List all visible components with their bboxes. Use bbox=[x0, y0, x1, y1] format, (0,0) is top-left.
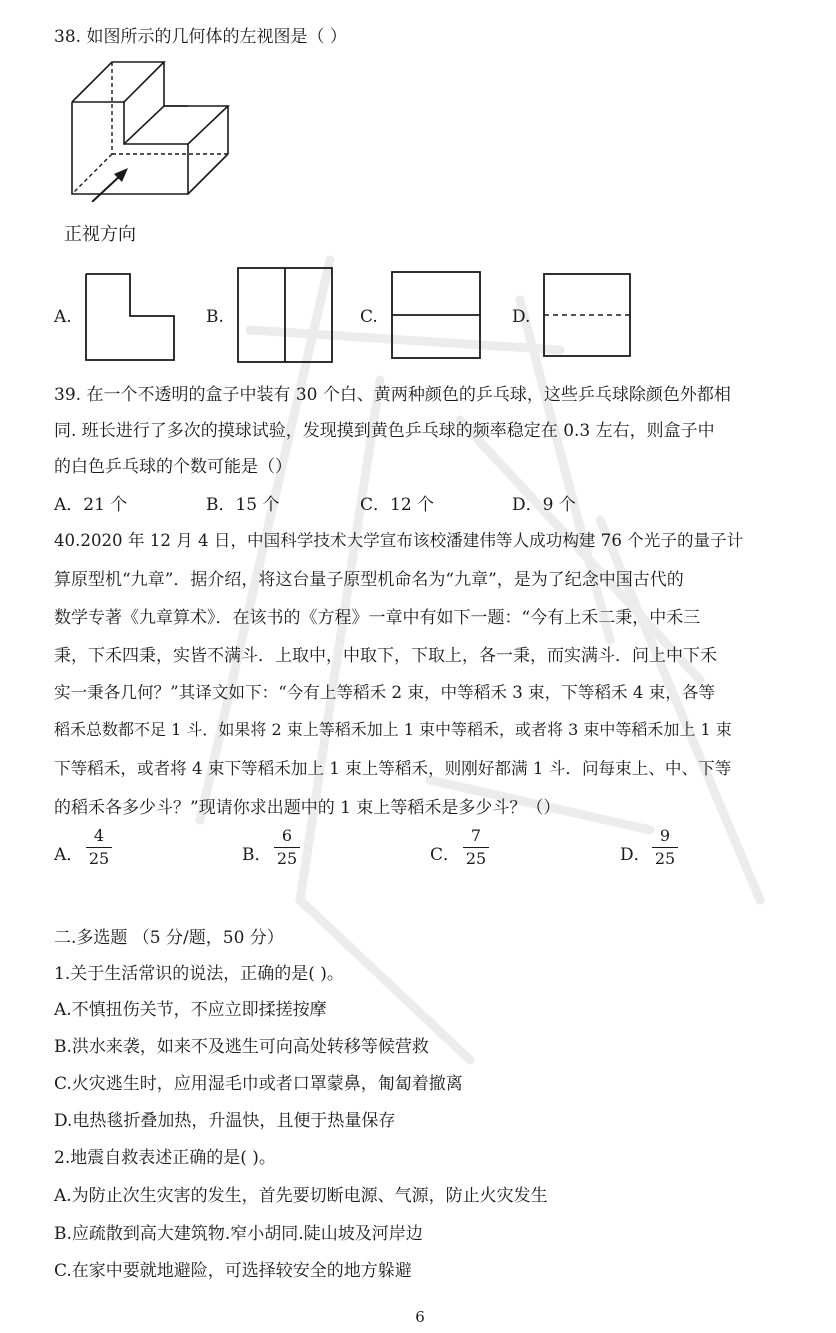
page-number: 6 bbox=[415, 1308, 425, 1326]
q38-option-c-figure[interactable] bbox=[390, 270, 482, 360]
numerator: 6 bbox=[281, 826, 293, 845]
q39-line-2: 同. 班长进行了多次的摸球试验，发现摸到黄色乒乓球的频率稳定在 0.3 左右，则盒子中 bbox=[54, 421, 715, 441]
q38-option-b-figure[interactable] bbox=[236, 266, 334, 364]
numerator: 7 bbox=[470, 826, 482, 845]
q38-option-b-label: B. bbox=[206, 307, 224, 327]
numerator: 9 bbox=[659, 826, 671, 845]
q40-option-d-label[interactable]: D． bbox=[620, 845, 651, 865]
q38-option-a-figure[interactable] bbox=[84, 272, 176, 362]
numerator: 4 bbox=[93, 826, 105, 845]
fraction-bar bbox=[463, 847, 489, 848]
q40-line-2: 算原型机“九章”．据介绍，将这台量子原型机命名为“九章”，是为了纪念中国古代的 bbox=[54, 570, 684, 590]
geometry-solid-figure bbox=[64, 52, 244, 202]
q38-option-d-figure[interactable] bbox=[542, 272, 632, 358]
fraction-bar bbox=[86, 847, 112, 848]
direction-label: 正视方向 bbox=[64, 224, 136, 245]
q40-option-c-label[interactable]: C． bbox=[430, 845, 461, 865]
q40-line-3: 数学专著《九章算术》．在该书的《方程》一章中有如下一题：“今有上禾二秉，中禾三 bbox=[54, 608, 701, 628]
q40-line-1: 40.2020 年 12 月 4 日，中国科学技术大学宣布该校潘建伟等人成功构建 76 个光子的量子计 bbox=[54, 531, 744, 550]
fraction-bar bbox=[274, 847, 300, 848]
q38-option-d-label: D. bbox=[512, 307, 531, 327]
q40-option-c-fraction[interactable] bbox=[461, 826, 491, 869]
q40-option-d-fraction[interactable] bbox=[650, 826, 680, 869]
denominator: 25 bbox=[88, 849, 110, 868]
denominator: 25 bbox=[465, 849, 487, 868]
q40-option-a-fraction[interactable] bbox=[84, 826, 114, 869]
mc-q1-option-c[interactable]: C.火灾逃生时，应用湿毛巾或者口罩蒙鼻，匍匐着撤离 bbox=[54, 1074, 463, 1094]
q38-option-a-label: A. bbox=[54, 307, 72, 327]
mc-q2-option-c[interactable]: C.在家中要就地避险，可选择较安全的地方躲避 bbox=[54, 1261, 412, 1281]
mc-q1-option-b[interactable]: B.洪水来袭，如来不及逃生可向高处转移等候营救 bbox=[54, 1037, 429, 1057]
q39-option-c[interactable]: C．12 个 bbox=[360, 495, 435, 515]
q40-option-b-fraction[interactable] bbox=[272, 826, 302, 869]
mc-q1-question: 1.关于生活常识的说法，正确的是( )。 bbox=[54, 964, 344, 984]
q40-line-8: 的稻禾各多少斗？”现请你求出题中的 1 束上等稻禾是多少斗？（） bbox=[54, 798, 561, 818]
q39-line-1: 39. 在一个不透明的盒子中装有 30 个白、黄两种颜色的乒乓球，这些乒乓球除颜色外都相 bbox=[54, 385, 731, 405]
mc-q1-option-d[interactable]: D.电热毯折叠加热，升温快，且便于热量保存 bbox=[54, 1111, 396, 1131]
q38-question: 38. 如图所示的几何体的左视图是（ ） bbox=[54, 27, 347, 47]
mc-q1-option-a[interactable]: A.不慎扭伤关节，不应立即揉搓按摩 bbox=[54, 1000, 327, 1020]
denominator: 25 bbox=[276, 849, 298, 868]
mc-q2-question: 2.地震自救表述正确的是( )。 bbox=[54, 1148, 276, 1168]
q40-line-5: 实一秉各几何？”其译文如下：“今有上等稻禾 2 束，中等稻禾 3 束，下等稻禾 4 束，各等 bbox=[54, 683, 716, 702]
denominator: 25 bbox=[654, 849, 676, 868]
mc-q2-option-b[interactable]: B.应疏散到高大建筑物.窄小胡同.陡山坡及河岸边 bbox=[54, 1224, 423, 1244]
fraction-bar bbox=[652, 847, 678, 848]
mc-q2-option-a[interactable]: A.为防止次生灾害的发生，首先要切断电源、气源，防止火灾发生 bbox=[54, 1186, 548, 1206]
q39-line-3: 的白色乒乓球的个数可能是（） bbox=[54, 457, 292, 477]
section-heading: 二.多选题 （5 分/题，50 分） bbox=[54, 928, 284, 948]
q39-option-a[interactable]: A．21 个 bbox=[54, 495, 128, 515]
q40-option-a-label[interactable]: A． bbox=[54, 845, 84, 865]
q39-option-b[interactable]: B．15 个 bbox=[206, 495, 280, 515]
q40-line-7: 下等稻禾，或者将 4 束下等稻禾加上 1 束上等稻禾，则刚好都满 1 斗．问每束上、中、下等 bbox=[54, 759, 732, 778]
q38-option-c-label: C. bbox=[360, 307, 378, 327]
q39-option-d[interactable]: D．9 个 bbox=[512, 495, 576, 515]
q40-line-6: 稻禾总数都不足 1 斗．如果将 2 束上等稻禾加上 1 束中等稻禾，或者将 3 束中等稻禾加上 1 束 bbox=[54, 720, 732, 739]
q40-line-4: 秉，下禾四秉，实皆不满斗．上取中，中取下，下取上，各一秉，而实满斗．问上中下禾 bbox=[54, 646, 717, 666]
q40-option-b-label[interactable]: B． bbox=[242, 845, 272, 865]
